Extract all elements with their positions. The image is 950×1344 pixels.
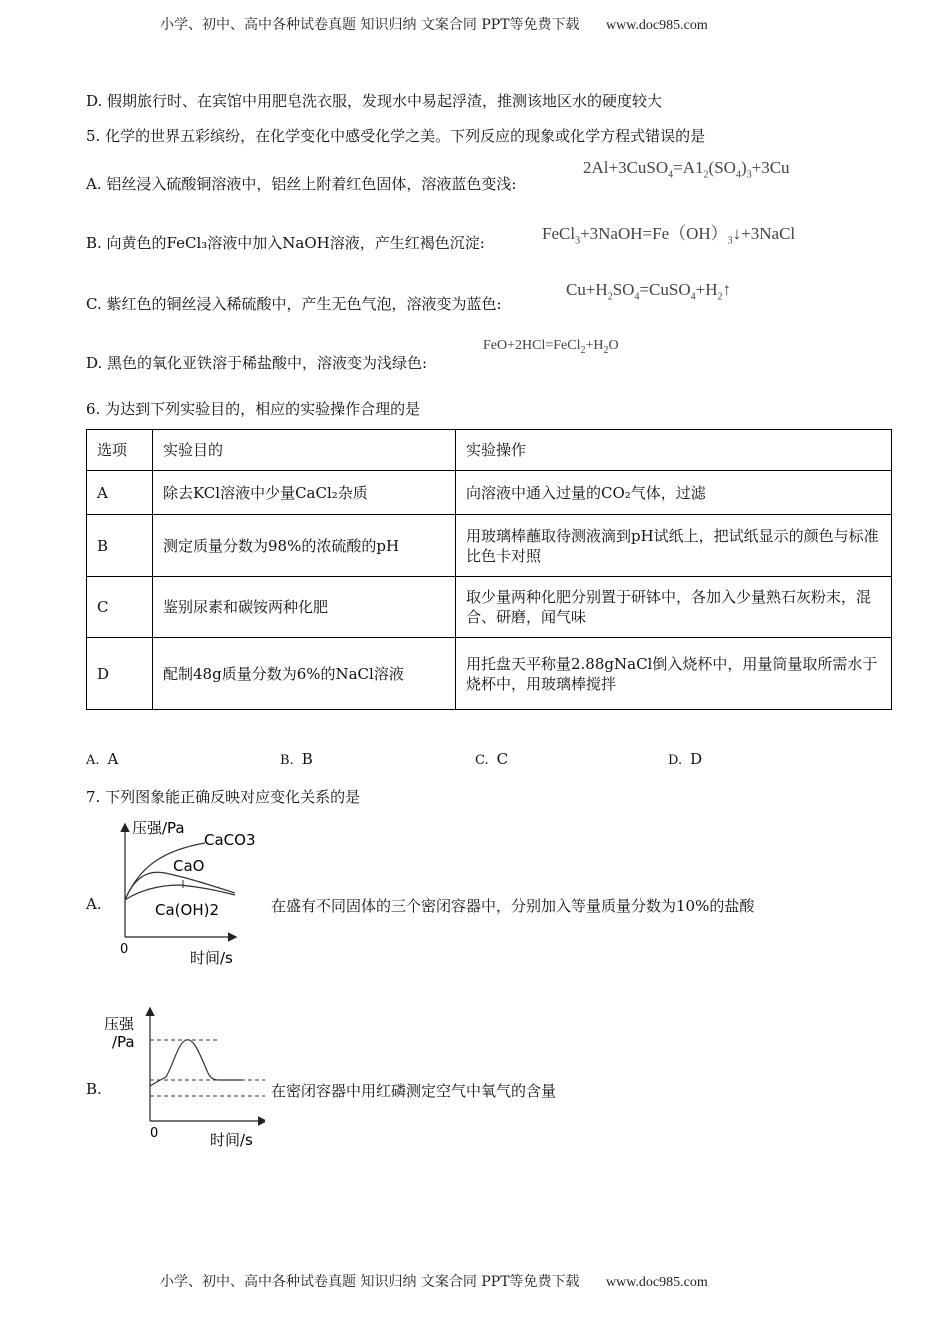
header-text: 小学、初中、高中各种试卷真题 知识归纳 文案合同 PPT等免费下载 (160, 17, 580, 33)
q6-answer-c[interactable] (475, 750, 508, 768)
row-option: D (87, 638, 153, 710)
header-site: www.doc985.com (605, 18, 708, 33)
table-row (87, 638, 892, 710)
footer-site: www.doc985.com (605, 1275, 708, 1290)
table-row (87, 515, 892, 577)
row-operation: 向溶液中通入过量的CO₂气体，过滤 (456, 471, 892, 515)
table-header-goal: 实验目的 (153, 430, 456, 471)
answer-label: C. (475, 753, 489, 768)
table-header-option: 选项 (87, 430, 153, 471)
row-option: C (87, 577, 153, 638)
y-axis-unit: /Pa (112, 1033, 135, 1051)
answer-value: D (690, 750, 703, 768)
answer-label: D. (668, 753, 683, 768)
page-footer (160, 1271, 708, 1291)
q7-chart-b (100, 1003, 265, 1153)
y-axis-label: 压强 (104, 1015, 135, 1033)
q5-option-a: A. 铝丝浸入硫酸铜溶液中，铝丝上附着红色固体，溶液蓝色变浅: (86, 175, 517, 193)
q5-stem: 5. 化学的世界五彩缤纷，在化学变化中感受化学之美。下列反应的现象或化学方程式错误的是 (86, 127, 706, 145)
q5-equation-d: $FeO+2HCl=FeCl_2+H_2O$ (483, 338, 619, 356)
curve-cao (125, 872, 235, 900)
series-label-caco3: CaCO3 (204, 831, 256, 849)
footer-text: 小学、初中、高中各种试卷真题 知识归纳 文案合同 PPT等免费下载 (160, 1274, 580, 1290)
q5-equation-c: $Cu+H_2SO_4=CuSO_4+H_2↑$ (566, 280, 731, 303)
row-option: A (87, 471, 153, 515)
series-label-caoh2: Ca(OH)2 (155, 901, 219, 919)
origin-label: 0 (150, 1126, 159, 1141)
answer-value: C (496, 750, 509, 768)
q7-chart-a (110, 815, 270, 970)
x-axis-label: 时间/s (210, 1131, 253, 1149)
q7-option-b-desc: 在密闭容器中用红磷测定空气中氧气的含量 (271, 1082, 557, 1100)
row-goal: 鉴别尿素和碳铵两种化肥 (153, 577, 456, 638)
table-header-operation: 实验操作 (456, 430, 892, 471)
q6-table (86, 429, 892, 710)
page-header (160, 14, 708, 34)
table-row (87, 577, 892, 638)
q5-option-c: C. 紫红色的铜丝浸入稀硫酸中，产生无色气泡，溶液变为蓝色: (86, 295, 502, 313)
q6-answer-a[interactable] (86, 750, 118, 768)
q7-stem: 7. 下列图象能正确反映对应变化关系的是 (86, 788, 361, 806)
q5-option-d: D. 黑色的氧化亚铁溶于稀盐酸中，溶液变为浅绿色: (86, 354, 428, 372)
series-label-cao: CaO (173, 857, 205, 875)
x-axis-label: 时间/s (190, 949, 233, 967)
q5-option-b: B. 向黄色的FeCl₃溶液中加入NaOH溶液，产生红褐色沉淀: (86, 234, 485, 252)
q6-answer-b[interactable] (280, 750, 313, 768)
row-goal: 除去KCl溶液中少量CaCl₂杂质 (153, 471, 456, 515)
table-row (87, 471, 892, 515)
q7-option-b-label: B. (86, 1080, 102, 1098)
row-goal: 测定质量分数为98%的浓硫酸的pH (153, 515, 456, 577)
row-operation: 用玻璃棒蘸取待测液滴到pH试纸上，把试纸显示的颜色与标准比色卡对照 (456, 515, 892, 577)
q5-equation-b: $FeCl_3+3NaOH=Fe(OH)_3↓+3NaCl$ (542, 224, 796, 247)
answer-value: B (301, 750, 313, 768)
q4-option-d: D. 假期旅行时、在宾馆中用肥皂洗衣服，发现水中易起浮渣，推测该地区水的硬度较大 (86, 92, 663, 110)
answer-label: B. (280, 753, 294, 768)
q7-option-a-label: A. (86, 895, 102, 913)
row-option: B (87, 515, 153, 577)
q7-option-a-desc: 在盛有不同固体的三个密闭容器中，分别加入等量质量分数为10%的盐酸 (271, 897, 755, 915)
answer-label: A. (86, 753, 100, 768)
q6-stem: 6. 为达到下列实验目的，相应的实验操作合理的是 (86, 400, 421, 418)
origin-label: 0 (120, 942, 129, 957)
row-goal: 配制48g质量分数为6%的NaCl溶液 (153, 638, 456, 710)
row-operation: 用托盘天平称量2.88gNaCl倒入烧杯中，用量筒量取所需水于烧杯中，用玻璃棒搅拌 (456, 638, 892, 710)
table-header-row (87, 430, 892, 471)
y-axis-label: 压强/Pa (132, 819, 185, 837)
row-operation: 取少量两种化肥分别置于研钵中，各加入少量熟石灰粉末，混合、研磨，闻气味 (456, 577, 892, 638)
q6-answer-d[interactable] (668, 750, 702, 768)
pressure-curve (150, 1040, 242, 1086)
answer-value: A (107, 750, 119, 768)
q5-equation-a: $2Al+3CuSO_4=A1_2(SO_4)_3+3Cu$ (583, 158, 790, 181)
